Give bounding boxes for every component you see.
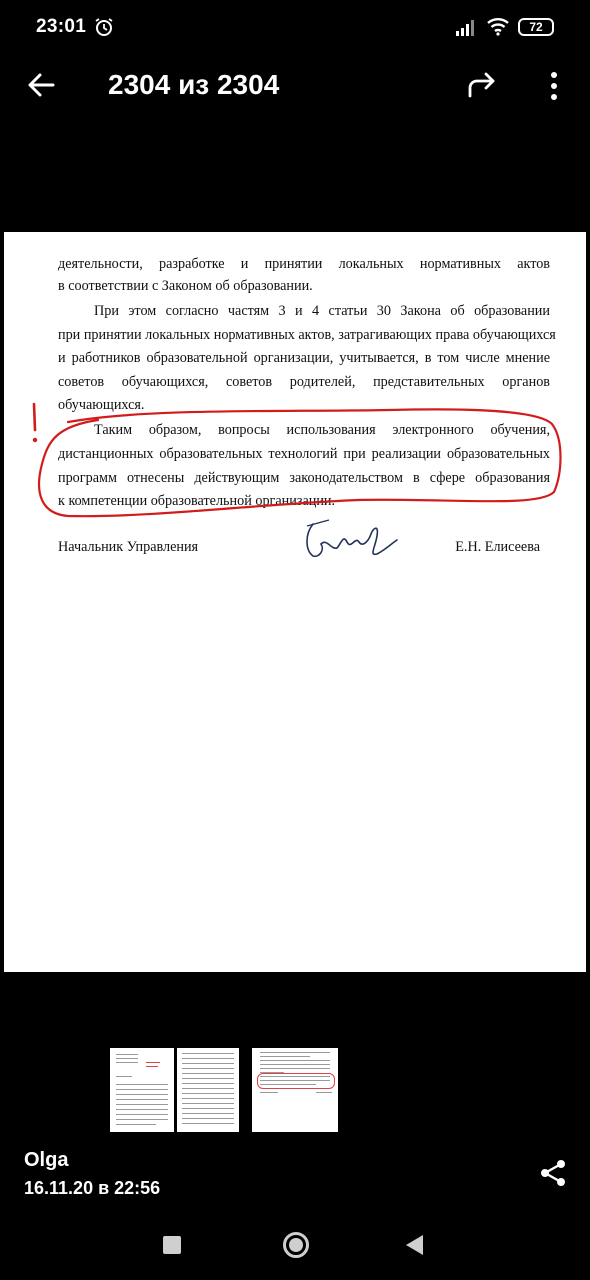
document-page-view[interactable] [4, 232, 586, 972]
red-circle-annotation [28, 404, 564, 522]
back-arrow-icon[interactable] [26, 70, 56, 100]
recents-square-icon[interactable] [163, 1236, 181, 1254]
document-line: При этом согласно частям 3 и 4 статьи 30 Закона об образовании [94, 303, 550, 319]
document-line: при принятии локальных нормативных актов, затрагивающих права обучающихся [58, 327, 556, 343]
battery-icon [518, 18, 554, 36]
document-line: обучающихся. [58, 397, 145, 413]
document-line: программ отнесены действующим законодательством в сфере образования [58, 470, 550, 486]
status-bar [0, 0, 590, 56]
document-line: Таким образом, вопросы использования электронного обучения, [94, 422, 550, 438]
page-thumbnail-2[interactable] [177, 1048, 239, 1132]
document-line: к компетенции образовательной организации. [58, 493, 336, 509]
signatory-title: Начальник Управления [58, 539, 199, 555]
page-counter-title: 2304 из 2304 [108, 69, 280, 100]
document-line: дистанционных образовательных технологий при реализации образовательных [58, 446, 550, 462]
wifi-icon [486, 16, 510, 36]
document-line: деятельности, разработке и принятии локальных нормативных актов [58, 256, 550, 272]
app-bar [0, 56, 590, 120]
signatory-name: Е.Н. Елисеева [455, 539, 540, 555]
back-triangle-icon[interactable] [406, 1235, 423, 1255]
signal-icon [456, 18, 478, 36]
document-line: и работников образовательной организации, учитывается, в том числе мнение [58, 350, 550, 366]
page-thumbnail-1[interactable] [110, 1048, 174, 1132]
more-vert-icon[interactable] [540, 70, 568, 102]
document-line: советов обучающихся, советов родителей, представительных органов [58, 374, 550, 390]
sender-name: Olga [24, 1149, 69, 1171]
forward-share-icon[interactable] [466, 70, 498, 100]
status-time: 23:01 [36, 16, 87, 37]
handwritten-signature [299, 514, 399, 562]
alarm-icon [94, 17, 114, 37]
home-circle-icon[interactable] [283, 1232, 309, 1258]
document-line: в соответствии с Законом об образовании. [58, 278, 313, 294]
page-thumbnail-3-current[interactable] [252, 1048, 338, 1132]
sent-timestamp: 16.11.20 в 22:56 [24, 1178, 161, 1198]
share-icon[interactable] [538, 1158, 568, 1188]
battery-level: 72 [529, 20, 543, 34]
